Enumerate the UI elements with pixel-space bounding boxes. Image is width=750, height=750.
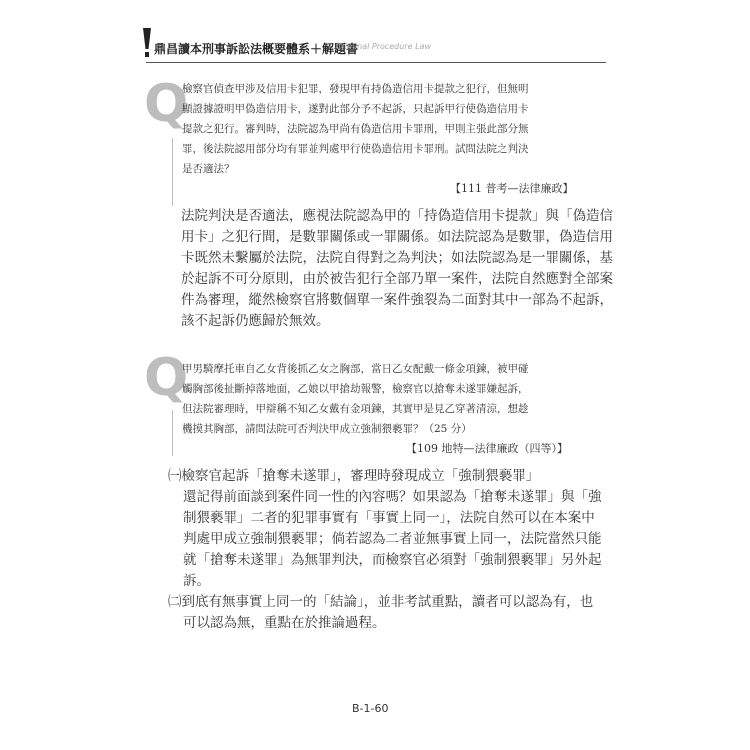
answer-1-line: 件為審理，縱然檢察官將數個單一案件強裂為二面對其中一部為不起訴， — [181, 292, 613, 308]
question-2-source: 【109 地特—法律廉政（四等）】 — [406, 442, 568, 455]
question-2-line: 但法院審理時，甲辯稱不知乙女戴有金項鍊，其實甲是見乙穿著清涼，想趁 — [182, 403, 529, 415]
answer-2-line: 可以認為無，重點在於推論過程。 — [183, 615, 386, 631]
question-2-line: 甲男騎摩托車自乙女背後抓乙女之胸部，當日乙女配戴一條金項鍊，被甲碰 — [182, 363, 529, 375]
question-1-line: 罪，後法院認用部分均有罪並判處甲行使偽造信用卡罪刑。試問法院之判決 — [182, 143, 529, 155]
answer-2-line: 訴。 — [183, 573, 210, 589]
answer-2-heading: ㈠檢察官起訴「搶奪未遂罪」，審理時發現成立「強制猥褻罪」 — [168, 468, 540, 484]
question-2-text — [182, 359, 529, 439]
answer-2-line: 判處甲成立強制猥褻罪；倘若認為二者並無事實上同一，法院當然只能 — [183, 531, 602, 547]
answer-1-line: 法院判決是否適法，應視法院認為甲的「持偽造信用卡提款」與「偽造信 — [181, 208, 613, 224]
answer-2-line: 制猥褻罪」二者的犯罪事實有「事實上同一」，法院自然可以在本案中 — [183, 510, 595, 526]
answer-1-line: 卡既然未繫屬於法院，法院自得對之為判決；如法院認為是一罪關係，基 — [181, 250, 613, 266]
question-1-line: 是否適法？ — [182, 163, 235, 175]
question-marker-1: Q — [144, 74, 189, 134]
question-marker-line-2 — [172, 410, 173, 456]
answer-1-line: 用卡」之犯行間，是數罪關係或一罪關係。如法院認為是數罪，偽造信用 — [181, 229, 613, 245]
answer-2-heading: ㈡到底有無事實上同一的「結論」，並非考試重點，讀者可以認為有，也 — [168, 594, 594, 610]
question-1-line: 顯證據證明甲偽造信用卡，遂對此部分予不起訴，只起訴甲行使偽造信用卡 — [182, 103, 529, 115]
answer-1 — [181, 206, 613, 332]
answer-2-line: 還記得前面談到案件同一性的內容嗎？如果認為「搶奪未遂罪」與「強 — [183, 489, 602, 505]
question-marker-2: Q — [144, 348, 189, 408]
answer-1-line: 於起訴不可分原則，由於被告犯行全部乃單一案件，法院自然應對全部案 — [181, 271, 613, 287]
question-1-source: 【111 普考—法律廉政】 — [450, 182, 574, 195]
header-divider — [146, 62, 606, 63]
question-2-line: 觸胸部後扯斷掉落地面，乙娘以甲搶劫報警，檢察官以搶奪未遂罪嫌起訴， — [182, 383, 529, 395]
page-number: B-1-60 — [352, 702, 389, 715]
book-title: 鼎昌讀本刑事訴訟法概要體系＋解題書 — [154, 42, 359, 56]
running-header — [146, 28, 606, 66]
question-1-line: 提款之犯行。審判時，法院認為甲尚有偽造信用卡罪刑，甲則主張此部分無 — [182, 123, 529, 135]
answer-1-line: 該不起訴仍應歸於無效。 — [181, 313, 330, 329]
question-2-line: 機摸其胸部，請問法院可否判決甲成立強制猥褻罪？（25 分） — [182, 423, 472, 435]
answer-2-line: 就「搶奪未遂罪」為無罪判決，而檢察官必須對「強制猥褻罪」另外起 — [183, 552, 602, 568]
answer-2 — [168, 466, 602, 634]
question-1-text — [182, 79, 529, 179]
question-1-line: 檢察官偵查甲涉及信用卡犯罪，發現甲有持偽造信用卡提款之犯行，但無明 — [182, 83, 529, 95]
question-marker-line-1 — [172, 138, 173, 206]
exclamation-mark-icon — [142, 28, 152, 58]
book-subtitle: Criminal Procedure Law — [336, 42, 431, 51]
